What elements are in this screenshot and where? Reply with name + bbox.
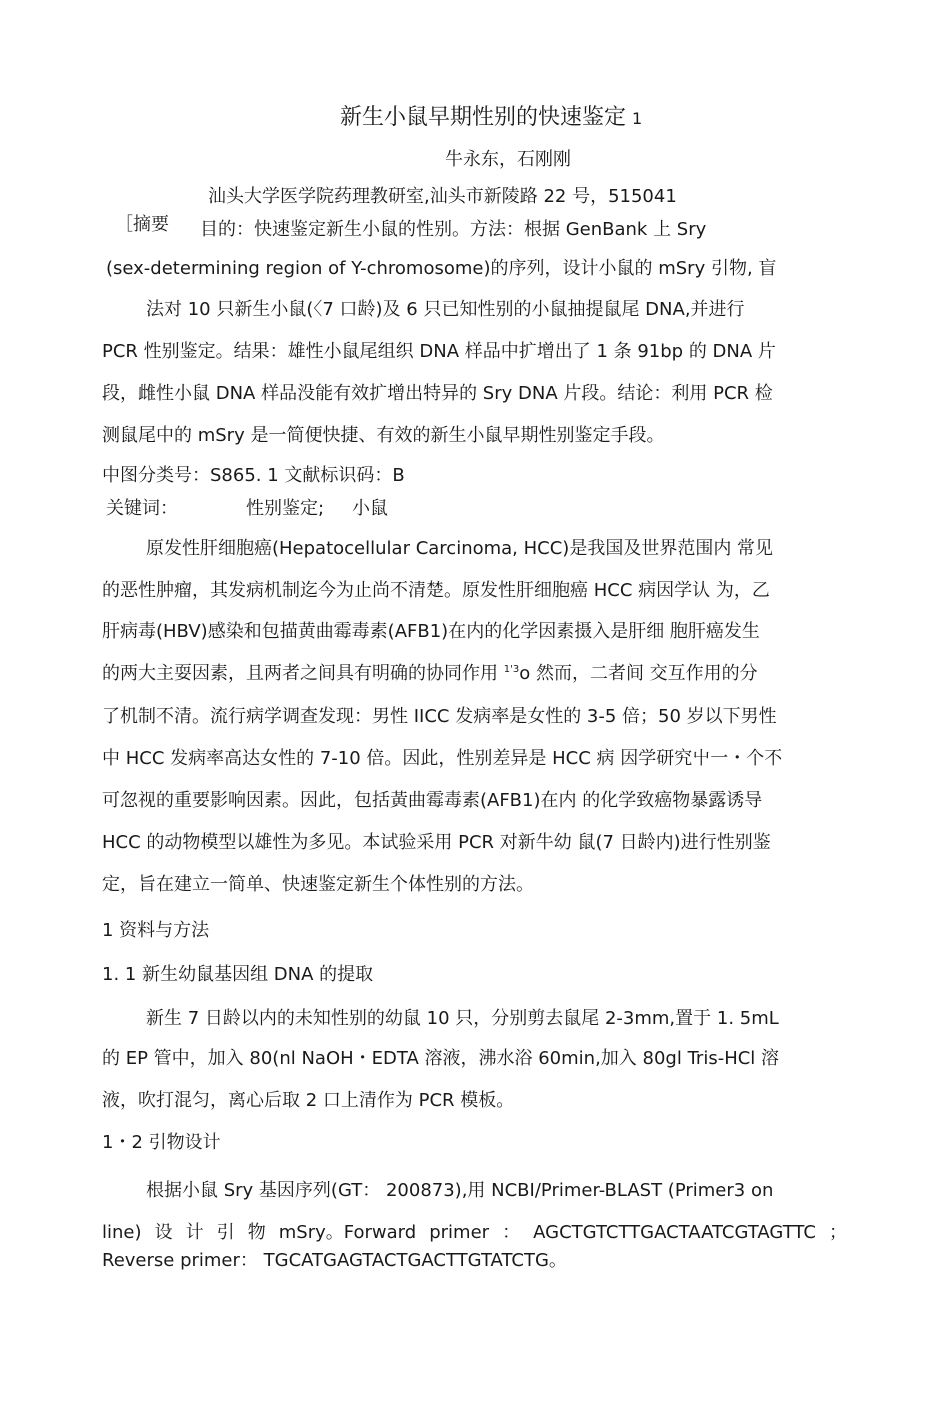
- keywords-label: 关键词：: [106, 498, 178, 519]
- body-line: 液，吹打混匀，离心后取 2 口上清作为 PCR 模板。: [102, 1090, 515, 1111]
- word: ；: [828, 1222, 847, 1243]
- affiliation: 汕头大学医学院药理教研室,汕头市新陵路 22 号，515041: [208, 186, 677, 207]
- body-line: 新生 7 日龄以内的未知性别的幼鼠 10 只，分别剪去鼠尾 2-3mm,置于 1. 5mL: [146, 1008, 779, 1029]
- body-line: 原发性肝细胞癌(Hepatocellular Carcinoma, HCC)是我国及世界范围内 常见: [146, 538, 774, 559]
- word: mSry。Forward: [278, 1222, 417, 1243]
- body-line-justified: [102, 1222, 847, 1244]
- title-footnote-mark: 1: [632, 109, 643, 128]
- body-line: Reverse primer： TGCATGAGTACTGACTTGTATCTG。: [102, 1250, 567, 1271]
- classification-code: 中图分类号：S865. 1 文献标识码：B: [102, 465, 405, 486]
- abstract-line: PCR 性别鉴定。结果：雄性小鼠尾组织 DNA 样品中扩增出了 1 条 91bp 的 DNA 片: [102, 341, 776, 362]
- section-heading: 1 资料与方法: [102, 920, 210, 941]
- body-line: 的 EP 管中，加入 80(nl NaOH・EDTA 溶液，沸水浴 60min,加入 80gl Tris-HCl 溶: [102, 1048, 780, 1069]
- body-line-text: 的两大主耍因素，且两者之间具有明确的协同作用: [102, 663, 498, 684]
- abstract-line: 测鼠尾中的 mSry 是一简便快捷、有效的新生小鼠早期性别鉴定手段。: [102, 425, 665, 446]
- keyword: 性别鉴定;: [246, 498, 325, 519]
- subsection-heading: 1. 1 新生幼鼠基因组 DNA 的提取: [102, 964, 374, 985]
- body-line: 肝病毒(HBV)感染和包描黄曲霉毒素(AFB1)在内的化学因素摄入是肝细 胞肝癌发生: [102, 621, 760, 642]
- paper-title: [340, 104, 642, 133]
- keyword: 小鼠: [352, 498, 388, 519]
- body-line-text: o 然而，二者间 交互作用的分: [519, 663, 758, 684]
- body-line: 的恶性肿瘤，其发病机制迄今为止尚不清楚。原发性肝细胞癌 HCC 病因学认 为，乙: [102, 580, 770, 601]
- title-text: 新生小鼠早期性别的快速鉴定: [340, 105, 627, 130]
- word: ：: [502, 1222, 521, 1243]
- citation-superscript: 1'3: [503, 664, 520, 675]
- abstract-line: 目的：快速鉴定新生小鼠的性别。方法：根据 GenBank 上 Sry: [200, 219, 707, 240]
- word: 计: [185, 1222, 204, 1243]
- subsection-heading: 1・2 引物设计: [102, 1132, 221, 1153]
- abstract-line: 段，雌性小鼠 DNA 样品没能有效扩增出特异的 Sry DNA 片段。结论：利用 PCR 检: [102, 383, 773, 404]
- word: 物: [247, 1222, 266, 1243]
- body-line: 定，旨在建立一简单、快速鉴定新生个体性别的方法。: [102, 874, 534, 895]
- body-line: 根据小鼠 Sry 基因序列(GT： 200873),用 NCBI/Primer-BLAST (Primer3 on: [146, 1180, 774, 1201]
- body-line: [102, 663, 758, 685]
- word: 设: [154, 1222, 173, 1243]
- abstract-line: 法对 10 只新生小鼠(〈7 口龄)及 6 只已知性别的小鼠抽提鼠尾 DNA,并进行: [146, 299, 745, 320]
- body-line: 中 HCC 发病率高达女性的 7-10 倍。因此，性别差异是 HCC 病 因学研究屮一・个不: [102, 748, 783, 769]
- word: line): [102, 1222, 142, 1243]
- body-line: HCC 的动物模型以雄性为多见。本试验采用 PCR 对新牛幼 鼠(7 日龄内)进行性别鉴: [102, 832, 771, 853]
- abstract-line: (sex-determining region of Y-chromosome)的序列，设计小鼠的 mSry 引物, 盲: [106, 258, 777, 279]
- primer-sequence: AGCTGTCTTGACTAATCGTAGTTC: [533, 1222, 816, 1243]
- word: primer: [429, 1222, 490, 1243]
- authors: 牛永东，石刚刚: [445, 149, 571, 170]
- body-line: 了机制不清。流行病学调查发现：男性 IICC 发病率是女性的 3-5 倍；50 岁以下男性: [102, 706, 777, 727]
- abstract-label: ［摘要: [115, 214, 169, 235]
- word: 引: [216, 1222, 235, 1243]
- body-line: 可忽视的重要影响因素。因此，包括黃曲霉毒素(AFB1)在内 的化学致癌物暴露诱导: [102, 790, 763, 811]
